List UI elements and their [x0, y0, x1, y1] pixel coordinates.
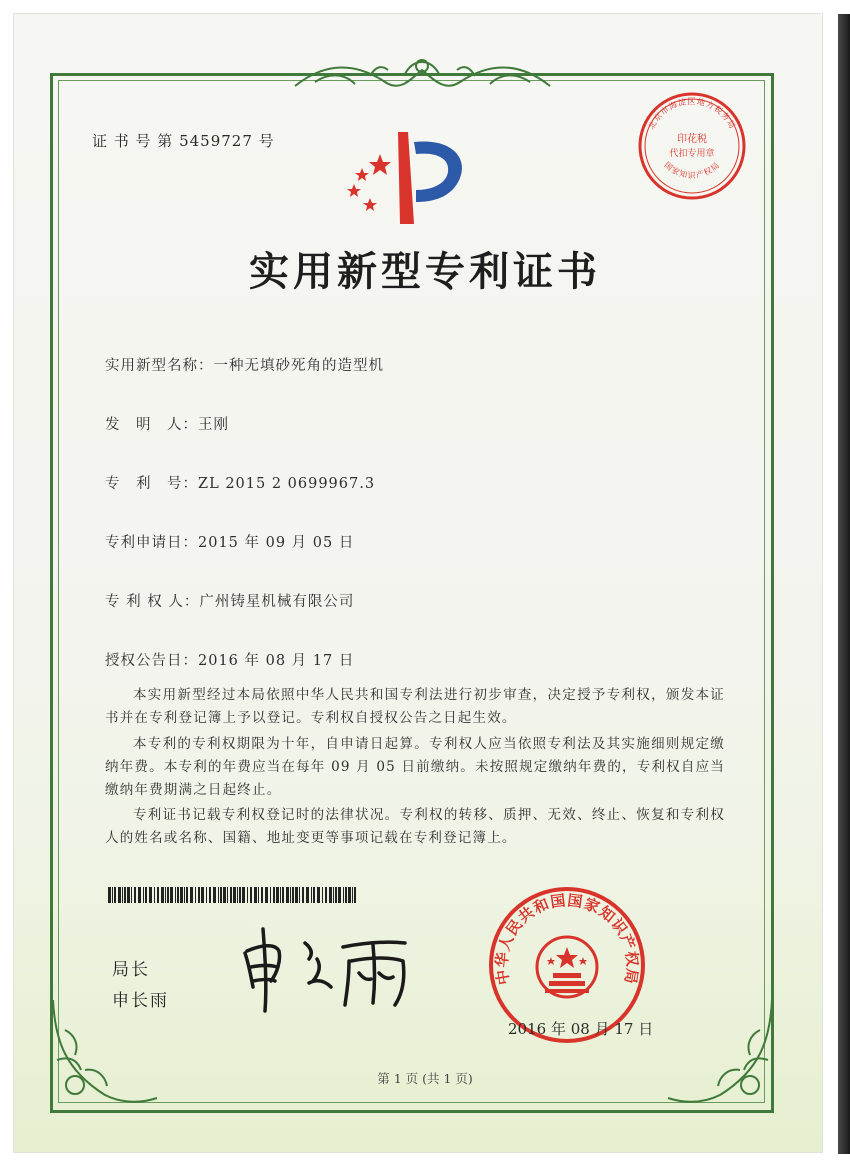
filing-date-label: 专利申请日： — [105, 535, 198, 551]
director-name: 申长雨 — [112, 991, 169, 1011]
tax-stamp — [636, 90, 748, 202]
filing-date-row — [105, 531, 354, 552]
svg-text:北京市海淀区地方税务局 — [646, 96, 737, 131]
utility-model-name-label: 实用新型名称： — [105, 358, 214, 374]
inventor-label: 发 明 人： — [105, 417, 198, 433]
director-signature — [235, 925, 425, 1015]
body-paragraph-3: 专利证书记载专利权登记时的法律状况。专利权的转移、质押、无效、终止、恢复和专利权人的姓名或名称、国籍、地址变更等事项记载在专利登记簿上。 — [105, 807, 725, 846]
filing-date-value: 2015 年 09 月 05 日 — [198, 535, 355, 551]
patent-number-value: ZL 2015 2 0699967.3 — [198, 476, 376, 492]
body-paragraph-1: 本实用新型经过本局依照中华人民共和国专利法进行初步审查，决定授予专利权，颁发本证书并在专利登记簿上予以登记。专利权自授权公告之日起生效。 — [105, 687, 725, 726]
inventor-value: 王刚 — [198, 417, 229, 433]
certificate-number: 证 书 号 第 5459727 号 — [92, 132, 275, 150]
tax-stamp-bottom-text: 国家知识产权局 — [662, 160, 722, 180]
director-title: 局长 — [112, 960, 150, 980]
page-title: 实用新型专利证书 — [249, 248, 601, 295]
tax-stamp-outer-text: 北京市海淀区地方税务局 — [646, 97, 738, 131]
bottom-right-ornament — [660, 990, 780, 1110]
patent-holder-row — [105, 590, 354, 611]
seal-text: 中华人民共和国国家知识产权局 — [492, 891, 642, 987]
binding-spine — [838, 14, 850, 1154]
tax-stamp-line2: 代扣专用章 — [669, 149, 715, 159]
announcement-date-value: 2016 年 08 月 17 日 — [198, 653, 355, 669]
top-ornament — [285, 52, 560, 96]
patent-office-logo-icon — [340, 132, 475, 227]
svg-text:国家知识产权局 — [662, 160, 721, 180]
svg-text:中华人民共和国国家知识产权局 — [493, 891, 642, 986]
patent-holder-value: 广州铸星机械有限公司 — [199, 594, 355, 610]
grant-date: 2016 年 08 月 17 日 — [508, 1020, 654, 1038]
utility-model-name-row — [105, 354, 384, 375]
barcode — [108, 887, 358, 903]
page-indicator: 第 1 页 (共 1 页) — [377, 1071, 473, 1086]
body-paragraph-2: 本专利的专利权期限为十年，自申请日起算。专利权人应当依照专利法及其实施细则规定缴纳年费。本专利的年费应当在每年 09 月 05 日前缴纳。未按照规定缴纳年费的，专利权自应当缴纳年费期满之日起终止。 — [105, 736, 725, 798]
patent-number-row — [105, 472, 375, 493]
utility-model-name-value: 一种无填砂死角的造型机 — [213, 358, 384, 374]
patent-holder-label: 专 利 权 人： — [105, 594, 200, 610]
inventor-row — [105, 413, 229, 434]
tax-stamp-line1: 印花税 — [677, 134, 707, 145]
announcement-date-row — [105, 649, 354, 670]
announcement-date-label: 授权公告日： — [105, 653, 198, 669]
patent-number-label: 专 利 号： — [105, 476, 198, 492]
